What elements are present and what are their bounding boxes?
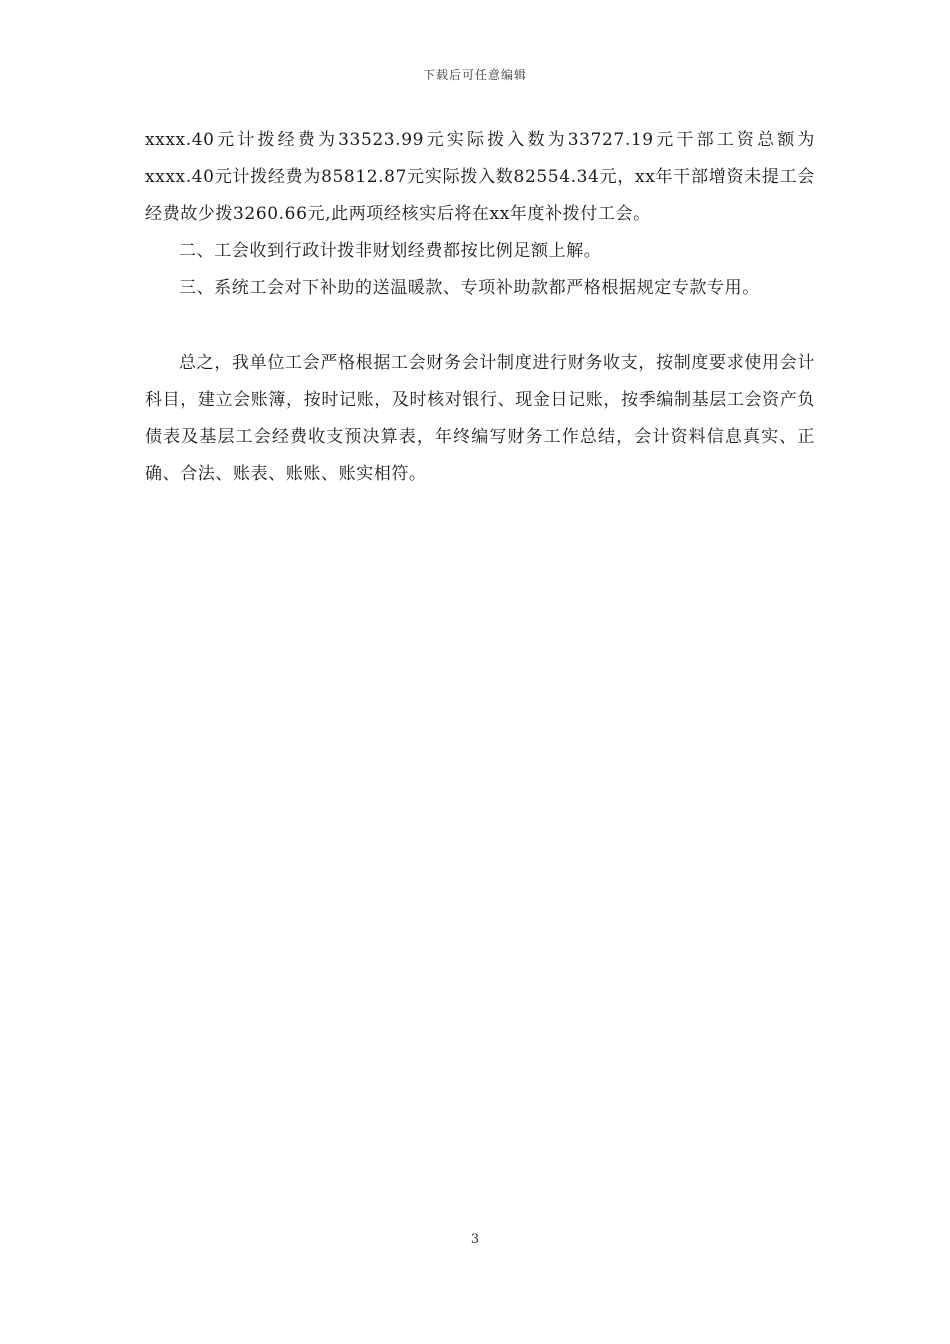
body-block-top xyxy=(145,122,815,307)
paragraph-summary: 总之，我单位工会严格根据工会财务会计制度进行财务收支，按制度要求使用会计科目，建立会账簿，按时记账，及时核对银行、现金日记账，按季编制基层工会资产负债表及基层工会经费收支预决算表，年终编写财务工作总结，会计资料信息真实、正确、合法、账表、账账、账实相符。 xyxy=(145,353,815,484)
paragraph-continued-figures: xxxx.40元计拨经费为33523.99元实际拨入数为33727.19元干部工资总额为xxxx.40元计拨经费为85812.87元实际拨入数82554.34元，xx年干部增资未提工会经费故少拨3260.66元,此两项经核实后将在xx年度补拨付工会。 xyxy=(145,130,815,224)
page-header: 下载后可任意编辑 xyxy=(422,68,527,82)
body-block-summary xyxy=(145,345,815,493)
paragraph-item-two: 二、工会收到行政计拨非财划经费都按比例足额上解。 xyxy=(179,241,602,261)
page-number: 3 xyxy=(470,1232,480,1247)
paragraph-item-three: 三、系统工会对下补助的送温暖款、专项补助款都严格根据规定专款专用。 xyxy=(179,278,760,298)
